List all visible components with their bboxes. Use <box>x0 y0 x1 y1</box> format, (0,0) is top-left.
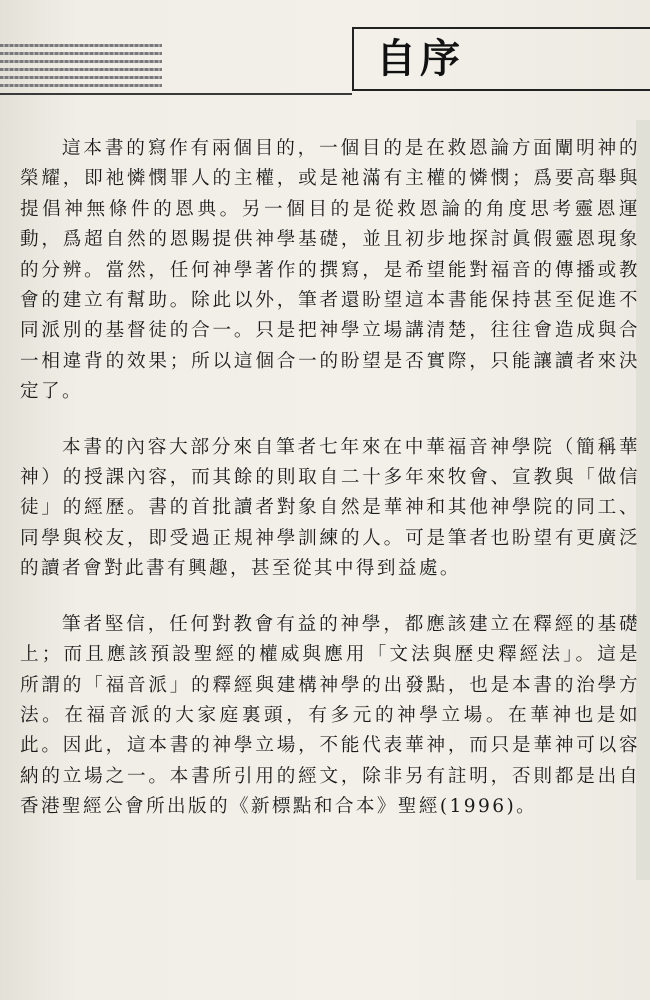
paragraph-2: 本書的內容大部分來自筆者七年來在中華福音神學院（簡稱華神）的授課內容，而其餘的則取自二十多年來牧會、宣教與「做信徒」的經歷。書的首批讀者對象自然是華神和其他神學院的同工、同學與校友，即受過正規神學訓練的人。可是筆者也盼望有更廣泛的讀者會對此書有興趣，甚至從其中得到益處。 <box>20 436 640 580</box>
stripe <box>0 84 162 87</box>
stripe <box>0 76 162 79</box>
decorative-stripes <box>0 44 162 88</box>
stripe <box>0 60 162 63</box>
title-box <box>352 27 650 91</box>
body-text <box>20 134 640 823</box>
page-edge-shadow <box>636 120 650 880</box>
header-rule <box>0 93 352 95</box>
stripe <box>0 68 162 71</box>
paragraph-3: 筆者堅信，任何對教會有益的神學，都應該建立在釋經的基礎上；而且應該預設聖經的權威與應用「文法與歷史釋經法」。這是所謂的「福音派」的釋經與建構神學的出發點，也是本書的治學方法。在福音派的大家庭裏頭，有多元的神學立場。在華神也是如此。因此，這本書的神學立場，不能代表華神，而只是華神可以容納的立場之一。本書所引用的經文，除非另有註明，否則都是出自香港聖經公會所出版的《新標點和合本》聖經(1996)。 <box>20 613 640 818</box>
stripe <box>0 52 162 55</box>
stripe <box>0 44 162 47</box>
paragraph-1: 這本書的寫作有兩個目的，一個目的是在救恩論方面闡明神的榮耀，即祂憐憫罪人的主權，或是祂滿有主權的憐憫；爲要高舉與提倡神無條件的恩典。另一個目的是從救恩論的角度思考靈恩運動，爲超自然的恩賜提供神學基礎，並且初步地探討眞假靈恩現象的分辨。當然，任何神學著作的撰寫，是希望能對福音的傳播或教會的建立有幫助。除此以外，筆者還盼望這本書能保持甚至促進不同派別的基督徒的合一。只是把神學立場講清楚，往往會造成與合一相違背的效果；所以這個合一的盼望是否實際，只能讓讀者來決定了。 <box>20 138 640 403</box>
page-title: 自序 <box>376 36 464 82</box>
